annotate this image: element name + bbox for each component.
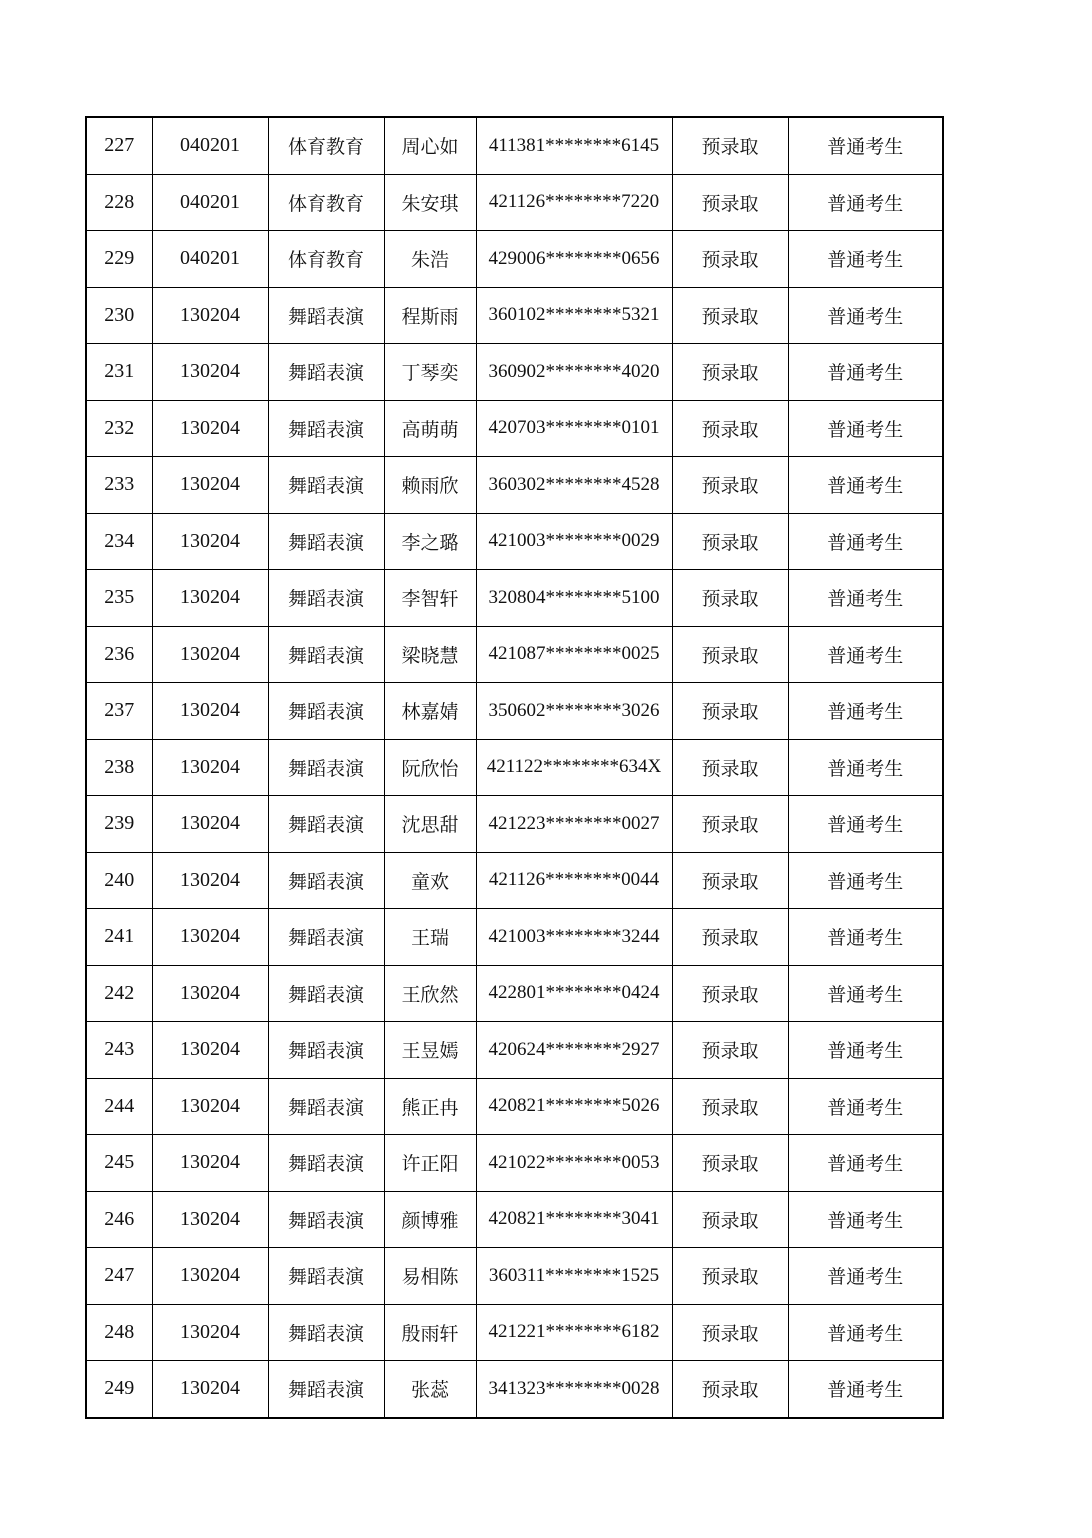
cell-row-number: 237	[86, 683, 152, 740]
cell-id-number: 341323********0028	[476, 1361, 672, 1418]
cell-row-number: 243	[86, 1022, 152, 1079]
cell-admission-status: 预录取	[672, 287, 788, 344]
cell-student-category: 普通考生	[788, 400, 943, 457]
table-row	[86, 683, 943, 740]
cell-student-name: 许正阳	[384, 1135, 476, 1192]
cell-id-number: 420821********5026	[476, 1078, 672, 1135]
table-row	[86, 1135, 943, 1192]
cell-student-name: 林嘉婧	[384, 683, 476, 740]
cell-major-code: 130204	[152, 739, 268, 796]
cell-student-name: 朱浩	[384, 231, 476, 288]
cell-row-number: 231	[86, 344, 152, 401]
cell-admission-status: 预录取	[672, 1135, 788, 1192]
cell-major-code: 130204	[152, 626, 268, 683]
cell-major-name: 舞蹈表演	[268, 626, 384, 683]
cell-row-number: 230	[86, 287, 152, 344]
cell-admission-status: 预录取	[672, 965, 788, 1022]
cell-major-name: 体育教育	[268, 231, 384, 288]
cell-major-code: 130204	[152, 1361, 268, 1418]
cell-student-category: 普通考生	[788, 174, 943, 231]
admission-list-table	[85, 116, 944, 1419]
cell-row-number: 236	[86, 626, 152, 683]
cell-admission-status: 预录取	[672, 1304, 788, 1361]
table-row	[86, 287, 943, 344]
cell-major-name: 舞蹈表演	[268, 965, 384, 1022]
cell-major-name: 舞蹈表演	[268, 796, 384, 853]
cell-student-category: 普通考生	[788, 965, 943, 1022]
cell-major-code: 130204	[152, 570, 268, 627]
cell-admission-status: 预录取	[672, 1191, 788, 1248]
cell-admission-status: 预录取	[672, 457, 788, 514]
cell-row-number: 232	[86, 400, 152, 457]
cell-student-name: 童欢	[384, 852, 476, 909]
cell-student-category: 普通考生	[788, 117, 943, 174]
cell-student-name: 丁琴奕	[384, 344, 476, 401]
cell-student-name: 颜博雅	[384, 1191, 476, 1248]
cell-student-category: 普通考生	[788, 683, 943, 740]
table-row	[86, 852, 943, 909]
cell-student-category: 普通考生	[788, 1191, 943, 1248]
cell-student-category: 普通考生	[788, 852, 943, 909]
cell-major-code: 130204	[152, 1304, 268, 1361]
cell-id-number: 421122********634X	[476, 739, 672, 796]
cell-student-category: 普通考生	[788, 570, 943, 627]
cell-major-name: 舞蹈表演	[268, 1022, 384, 1079]
cell-admission-status: 预录取	[672, 852, 788, 909]
cell-student-name: 沈思甜	[384, 796, 476, 853]
cell-admission-status: 预录取	[672, 1361, 788, 1418]
cell-row-number: 242	[86, 965, 152, 1022]
cell-row-number: 235	[86, 570, 152, 627]
cell-major-code: 040201	[152, 117, 268, 174]
cell-major-code: 130204	[152, 457, 268, 514]
cell-admission-status: 预录取	[672, 739, 788, 796]
cell-major-code: 130204	[152, 400, 268, 457]
cell-row-number: 240	[86, 852, 152, 909]
cell-admission-status: 预录取	[672, 1078, 788, 1135]
cell-major-code: 130204	[152, 683, 268, 740]
cell-student-name: 赖雨欣	[384, 457, 476, 514]
cell-row-number: 245	[86, 1135, 152, 1192]
cell-student-name: 阮欣怡	[384, 739, 476, 796]
table-row	[86, 1078, 943, 1135]
cell-major-code: 130204	[152, 1022, 268, 1079]
cell-major-code: 040201	[152, 231, 268, 288]
cell-student-category: 普通考生	[788, 1078, 943, 1135]
table-row	[86, 1361, 943, 1418]
cell-major-code: 130204	[152, 1135, 268, 1192]
cell-major-name: 舞蹈表演	[268, 739, 384, 796]
cell-id-number: 421223********0027	[476, 796, 672, 853]
cell-row-number: 229	[86, 231, 152, 288]
cell-row-number: 233	[86, 457, 152, 514]
table-row	[86, 400, 943, 457]
cell-id-number: 422801********0424	[476, 965, 672, 1022]
cell-id-number: 360902********4020	[476, 344, 672, 401]
cell-id-number: 421126********7220	[476, 174, 672, 231]
cell-admission-status: 预录取	[672, 344, 788, 401]
cell-student-name: 张蕊	[384, 1361, 476, 1418]
cell-admission-status: 预录取	[672, 683, 788, 740]
cell-student-category: 普通考生	[788, 457, 943, 514]
cell-student-name: 朱安琪	[384, 174, 476, 231]
cell-major-name: 舞蹈表演	[268, 400, 384, 457]
cell-row-number: 227	[86, 117, 152, 174]
cell-row-number: 238	[86, 739, 152, 796]
cell-id-number: 411381********6145	[476, 117, 672, 174]
cell-admission-status: 预录取	[672, 1022, 788, 1079]
table-row	[86, 174, 943, 231]
cell-student-category: 普通考生	[788, 909, 943, 966]
cell-student-name: 王昱嫣	[384, 1022, 476, 1079]
cell-student-category: 普通考生	[788, 344, 943, 401]
cell-id-number: 360302********4528	[476, 457, 672, 514]
cell-id-number: 421003********3244	[476, 909, 672, 966]
cell-major-name: 舞蹈表演	[268, 1191, 384, 1248]
table-row	[86, 796, 943, 853]
cell-student-name: 王欣然	[384, 965, 476, 1022]
cell-student-category: 普通考生	[788, 231, 943, 288]
table-row	[86, 626, 943, 683]
cell-major-name: 舞蹈表演	[268, 513, 384, 570]
cell-major-name: 舞蹈表演	[268, 287, 384, 344]
table-row	[86, 739, 943, 796]
table-row	[86, 1248, 943, 1305]
cell-id-number: 420703********0101	[476, 400, 672, 457]
cell-admission-status: 预录取	[672, 231, 788, 288]
cell-student-category: 普通考生	[788, 1361, 943, 1418]
table-row	[86, 965, 943, 1022]
table-row	[86, 570, 943, 627]
cell-student-category: 普通考生	[788, 796, 943, 853]
cell-id-number: 350602********3026	[476, 683, 672, 740]
cell-major-code: 130204	[152, 909, 268, 966]
cell-admission-status: 预录取	[672, 513, 788, 570]
cell-admission-status: 预录取	[672, 117, 788, 174]
cell-row-number: 241	[86, 909, 152, 966]
cell-id-number: 421126********0044	[476, 852, 672, 909]
cell-major-name: 体育教育	[268, 117, 384, 174]
cell-student-category: 普通考生	[788, 513, 943, 570]
cell-id-number: 320804********5100	[476, 570, 672, 627]
cell-student-name: 李智轩	[384, 570, 476, 627]
cell-row-number: 244	[86, 1078, 152, 1135]
cell-id-number: 421221********6182	[476, 1304, 672, 1361]
cell-major-code: 040201	[152, 174, 268, 231]
cell-major-code: 130204	[152, 796, 268, 853]
table-row	[86, 457, 943, 514]
cell-student-name: 周心如	[384, 117, 476, 174]
table-row	[86, 1191, 943, 1248]
cell-student-name: 李之璐	[384, 513, 476, 570]
cell-admission-status: 预录取	[672, 1248, 788, 1305]
cell-major-name: 舞蹈表演	[268, 909, 384, 966]
cell-row-number: 249	[86, 1361, 152, 1418]
cell-student-category: 普通考生	[788, 1304, 943, 1361]
cell-major-code: 130204	[152, 344, 268, 401]
cell-major-name: 舞蹈表演	[268, 1248, 384, 1305]
cell-admission-status: 预录取	[672, 570, 788, 627]
cell-id-number: 360102********5321	[476, 287, 672, 344]
cell-id-number: 420821********3041	[476, 1191, 672, 1248]
cell-student-name: 熊正冉	[384, 1078, 476, 1135]
cell-admission-status: 预录取	[672, 909, 788, 966]
table-row	[86, 344, 943, 401]
table-row	[86, 117, 943, 174]
cell-row-number: 234	[86, 513, 152, 570]
cell-id-number: 421022********0053	[476, 1135, 672, 1192]
table-row	[86, 1022, 943, 1079]
cell-student-name: 程斯雨	[384, 287, 476, 344]
cell-row-number: 247	[86, 1248, 152, 1305]
cell-student-category: 普通考生	[788, 1135, 943, 1192]
cell-major-name: 舞蹈表演	[268, 570, 384, 627]
cell-major-code: 130204	[152, 287, 268, 344]
cell-student-category: 普通考生	[788, 1248, 943, 1305]
cell-student-category: 普通考生	[788, 739, 943, 796]
cell-major-code: 130204	[152, 513, 268, 570]
cell-major-name: 舞蹈表演	[268, 344, 384, 401]
cell-admission-status: 预录取	[672, 174, 788, 231]
table-body	[86, 117, 943, 1418]
cell-major-name: 舞蹈表演	[268, 1304, 384, 1361]
cell-id-number: 421087********0025	[476, 626, 672, 683]
cell-major-name: 舞蹈表演	[268, 1135, 384, 1192]
cell-student-name: 王瑞	[384, 909, 476, 966]
cell-student-category: 普通考生	[788, 287, 943, 344]
cell-major-name: 舞蹈表演	[268, 1078, 384, 1135]
cell-major-name: 体育教育	[268, 174, 384, 231]
cell-major-code: 130204	[152, 1078, 268, 1135]
cell-major-code: 130204	[152, 1248, 268, 1305]
cell-major-name: 舞蹈表演	[268, 852, 384, 909]
cell-student-category: 普通考生	[788, 626, 943, 683]
cell-row-number: 248	[86, 1304, 152, 1361]
cell-row-number: 228	[86, 174, 152, 231]
cell-major-name: 舞蹈表演	[268, 683, 384, 740]
cell-student-category: 普通考生	[788, 1022, 943, 1079]
cell-id-number: 421003********0029	[476, 513, 672, 570]
cell-major-code: 130204	[152, 965, 268, 1022]
cell-student-name: 殷雨轩	[384, 1304, 476, 1361]
cell-id-number: 420624********2927	[476, 1022, 672, 1079]
cell-id-number: 429006********0656	[476, 231, 672, 288]
table-row	[86, 513, 943, 570]
cell-admission-status: 预录取	[672, 626, 788, 683]
cell-admission-status: 预录取	[672, 400, 788, 457]
cell-row-number: 239	[86, 796, 152, 853]
cell-id-number: 360311********1525	[476, 1248, 672, 1305]
cell-major-name: 舞蹈表演	[268, 1361, 384, 1418]
cell-major-name: 舞蹈表演	[268, 457, 384, 514]
cell-major-code: 130204	[152, 852, 268, 909]
cell-student-name: 易相陈	[384, 1248, 476, 1305]
table-row	[86, 909, 943, 966]
cell-major-code: 130204	[152, 1191, 268, 1248]
cell-admission-status: 预录取	[672, 796, 788, 853]
table-row	[86, 231, 943, 288]
cell-student-name: 高萌萌	[384, 400, 476, 457]
table-row	[86, 1304, 943, 1361]
cell-row-number: 246	[86, 1191, 152, 1248]
cell-student-name: 梁晓慧	[384, 626, 476, 683]
